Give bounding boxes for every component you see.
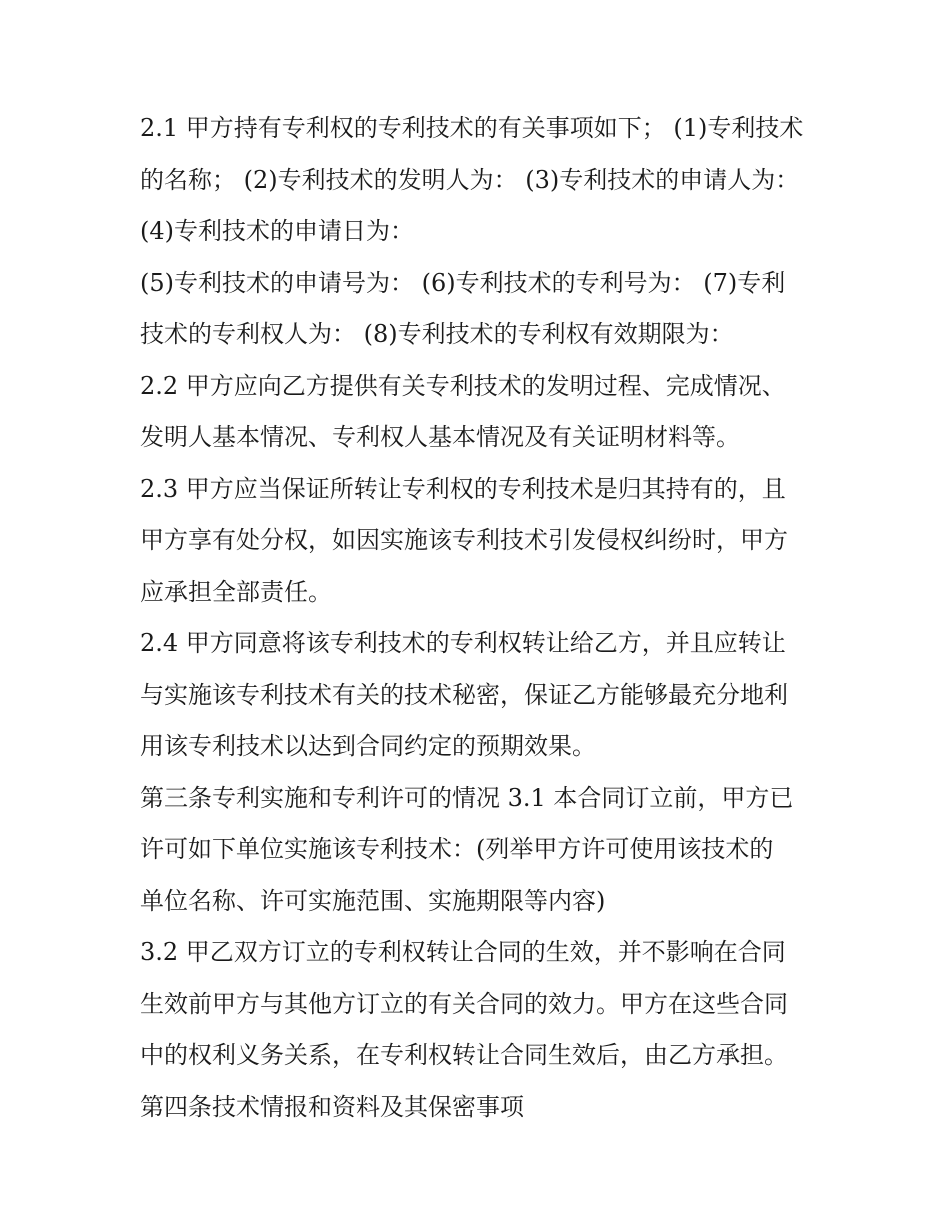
text-line: 技术的专利权人为： (8)专利技术的专利权有效期限为：	[140, 320, 734, 348]
text-line: 用该专利技术以达到合同约定的预期效果。	[140, 732, 596, 760]
text-line: 发明人基本情况、专利权人基本情况及有关证明材料等。	[140, 423, 740, 451]
text-line: 的名称； (2)专利技术的发明人为： (3)专利技术的申请人为：	[140, 165, 800, 194]
text-line: 2.1 甲方持有专利权的专利技术的有关事项如下； (1)专利技术	[140, 114, 804, 142]
text-line: 许可如下单位实施该专利技术：(列举甲方许可使用该技术的	[140, 835, 774, 863]
text-line: 与实施该专利技术有关的技术秘密，保证乙方能够最充分地利	[140, 680, 788, 709]
text-line: 2.2 甲方应向乙方提供有关专利技术的发明过程、完成情况、	[140, 371, 786, 400]
text-line: 甲方享有处分权，如因实施该专利技术引发侵权纠纷时，甲方	[140, 526, 788, 554]
text-line: 中的权利义务关系，在专利权转让合同生效后，由乙方承担。	[140, 1041, 788, 1069]
text-line: 第四条技术情报和资料及其保密事项	[140, 1092, 524, 1121]
text-line: 2.3 甲方应当保证所转让专利权的专利技术是归其持有的，且	[140, 474, 786, 503]
document-body	[140, 103, 830, 1133]
text-line: 应承担全部责任。	[140, 577, 332, 606]
text-line: 生效前甲方与其他方订立的有关合同的效力。甲方在这些合同	[140, 989, 788, 1018]
text-line: 单位名称、许可实施范围、实施期限等内容)	[140, 886, 606, 915]
text-line: (5)专利技术的申请号为： (6)专利技术的专利号为： (7)专利	[140, 268, 786, 297]
text-line: 3.2 甲乙双方订立的专利权转让合同的生效，并不影响在合同	[140, 938, 786, 966]
text-line: 2.4 甲方同意将该专利技术的专利权转让给乙方，并且应转让	[140, 629, 786, 657]
text-line: (4)专利技术的申请日为：	[140, 217, 414, 245]
text-line: 第三条专利实施和专利许可的情况 3.1 本合同订立前，甲方已	[140, 783, 794, 812]
